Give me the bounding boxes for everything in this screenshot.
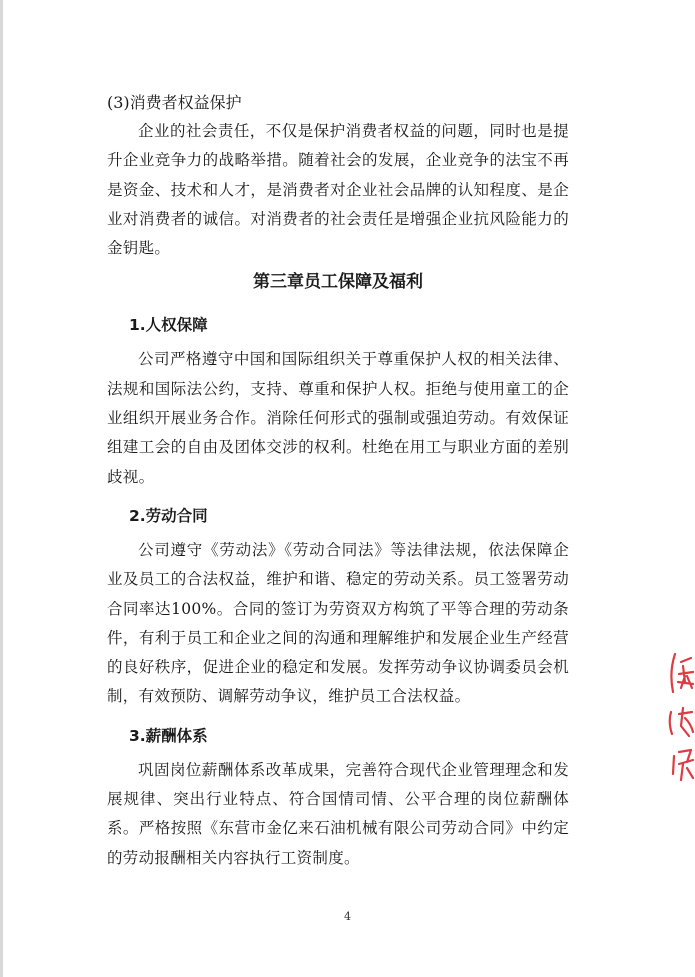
consumer-rights-heading: (3)消费者权益保护 bbox=[107, 93, 242, 112]
consumer-rights-paragraph: 企业的社会责任，不仅是保护消费者权益的问题，同时也是提升企业竞争力的战略举措。随着社会的发展，企业竞争的法宝不再是资金、技术和人才，是消费者对企业社会品牌的认知程度、是企业对消费者的诚信。对消费者的社会责任是增强企业抗风险能力的金钥匙。 bbox=[107, 122, 569, 258]
chapter-title: 第三章员工保障及福利 bbox=[253, 272, 423, 293]
seal-stamp-graphic bbox=[665, 652, 695, 784]
section-title-compensation: 3.薪酬体系 bbox=[129, 726, 208, 745]
section-paragraph-labor-contract: 公司遵守《劳动法》《劳动合同法》等法律法规，依法保障企业及员工的合法权益，维护和谐、稳定的劳动关系。员工签署劳动合同率达100%。合同的签订为劳资双方构筑了平等合理的劳动条件，有利于员工和企业之间的沟通和理解维护和发展企业生产经营的良好秩序，促进企业的稳定和发展。发挥劳动争议协调委员会机制，有效预防、调解劳动争议，维护员工合法权益。 bbox=[107, 540, 569, 706]
company-seal-stamp bbox=[665, 652, 695, 784]
section-paragraph-compensation: 巩固岗位薪酬体系改革成果，完善符合现代企业管理理念和发展规律、突出行业特点、符合国情司情、公平合理的岗位薪酬体系。严格按照《东营市金亿来石油机械有限公司劳动合同》中约定的劳动报酬相关内容执行工资制度。 bbox=[107, 760, 569, 867]
page-edge-shadow bbox=[0, 0, 3, 977]
page-number: 4 bbox=[344, 910, 351, 923]
section-title-labor-contract: 2.劳动合同 bbox=[129, 506, 208, 525]
section-title-human-rights: 1.人权保障 bbox=[129, 316, 208, 335]
section-paragraph-human-rights: 公司严格遵守中国和国际组织关于尊重保护人权的相关法律、法规和国际法公约，支持、尊重和保护人权。拒绝与使用童工的企业组织开展业务合作。消除任何形式的强制或强迫劳动。有效保证组建工会的自由及团体交涉的权利。杜绝在用工与职业方面的差别歧视。 bbox=[107, 350, 569, 486]
page-content bbox=[107, 88, 569, 873]
